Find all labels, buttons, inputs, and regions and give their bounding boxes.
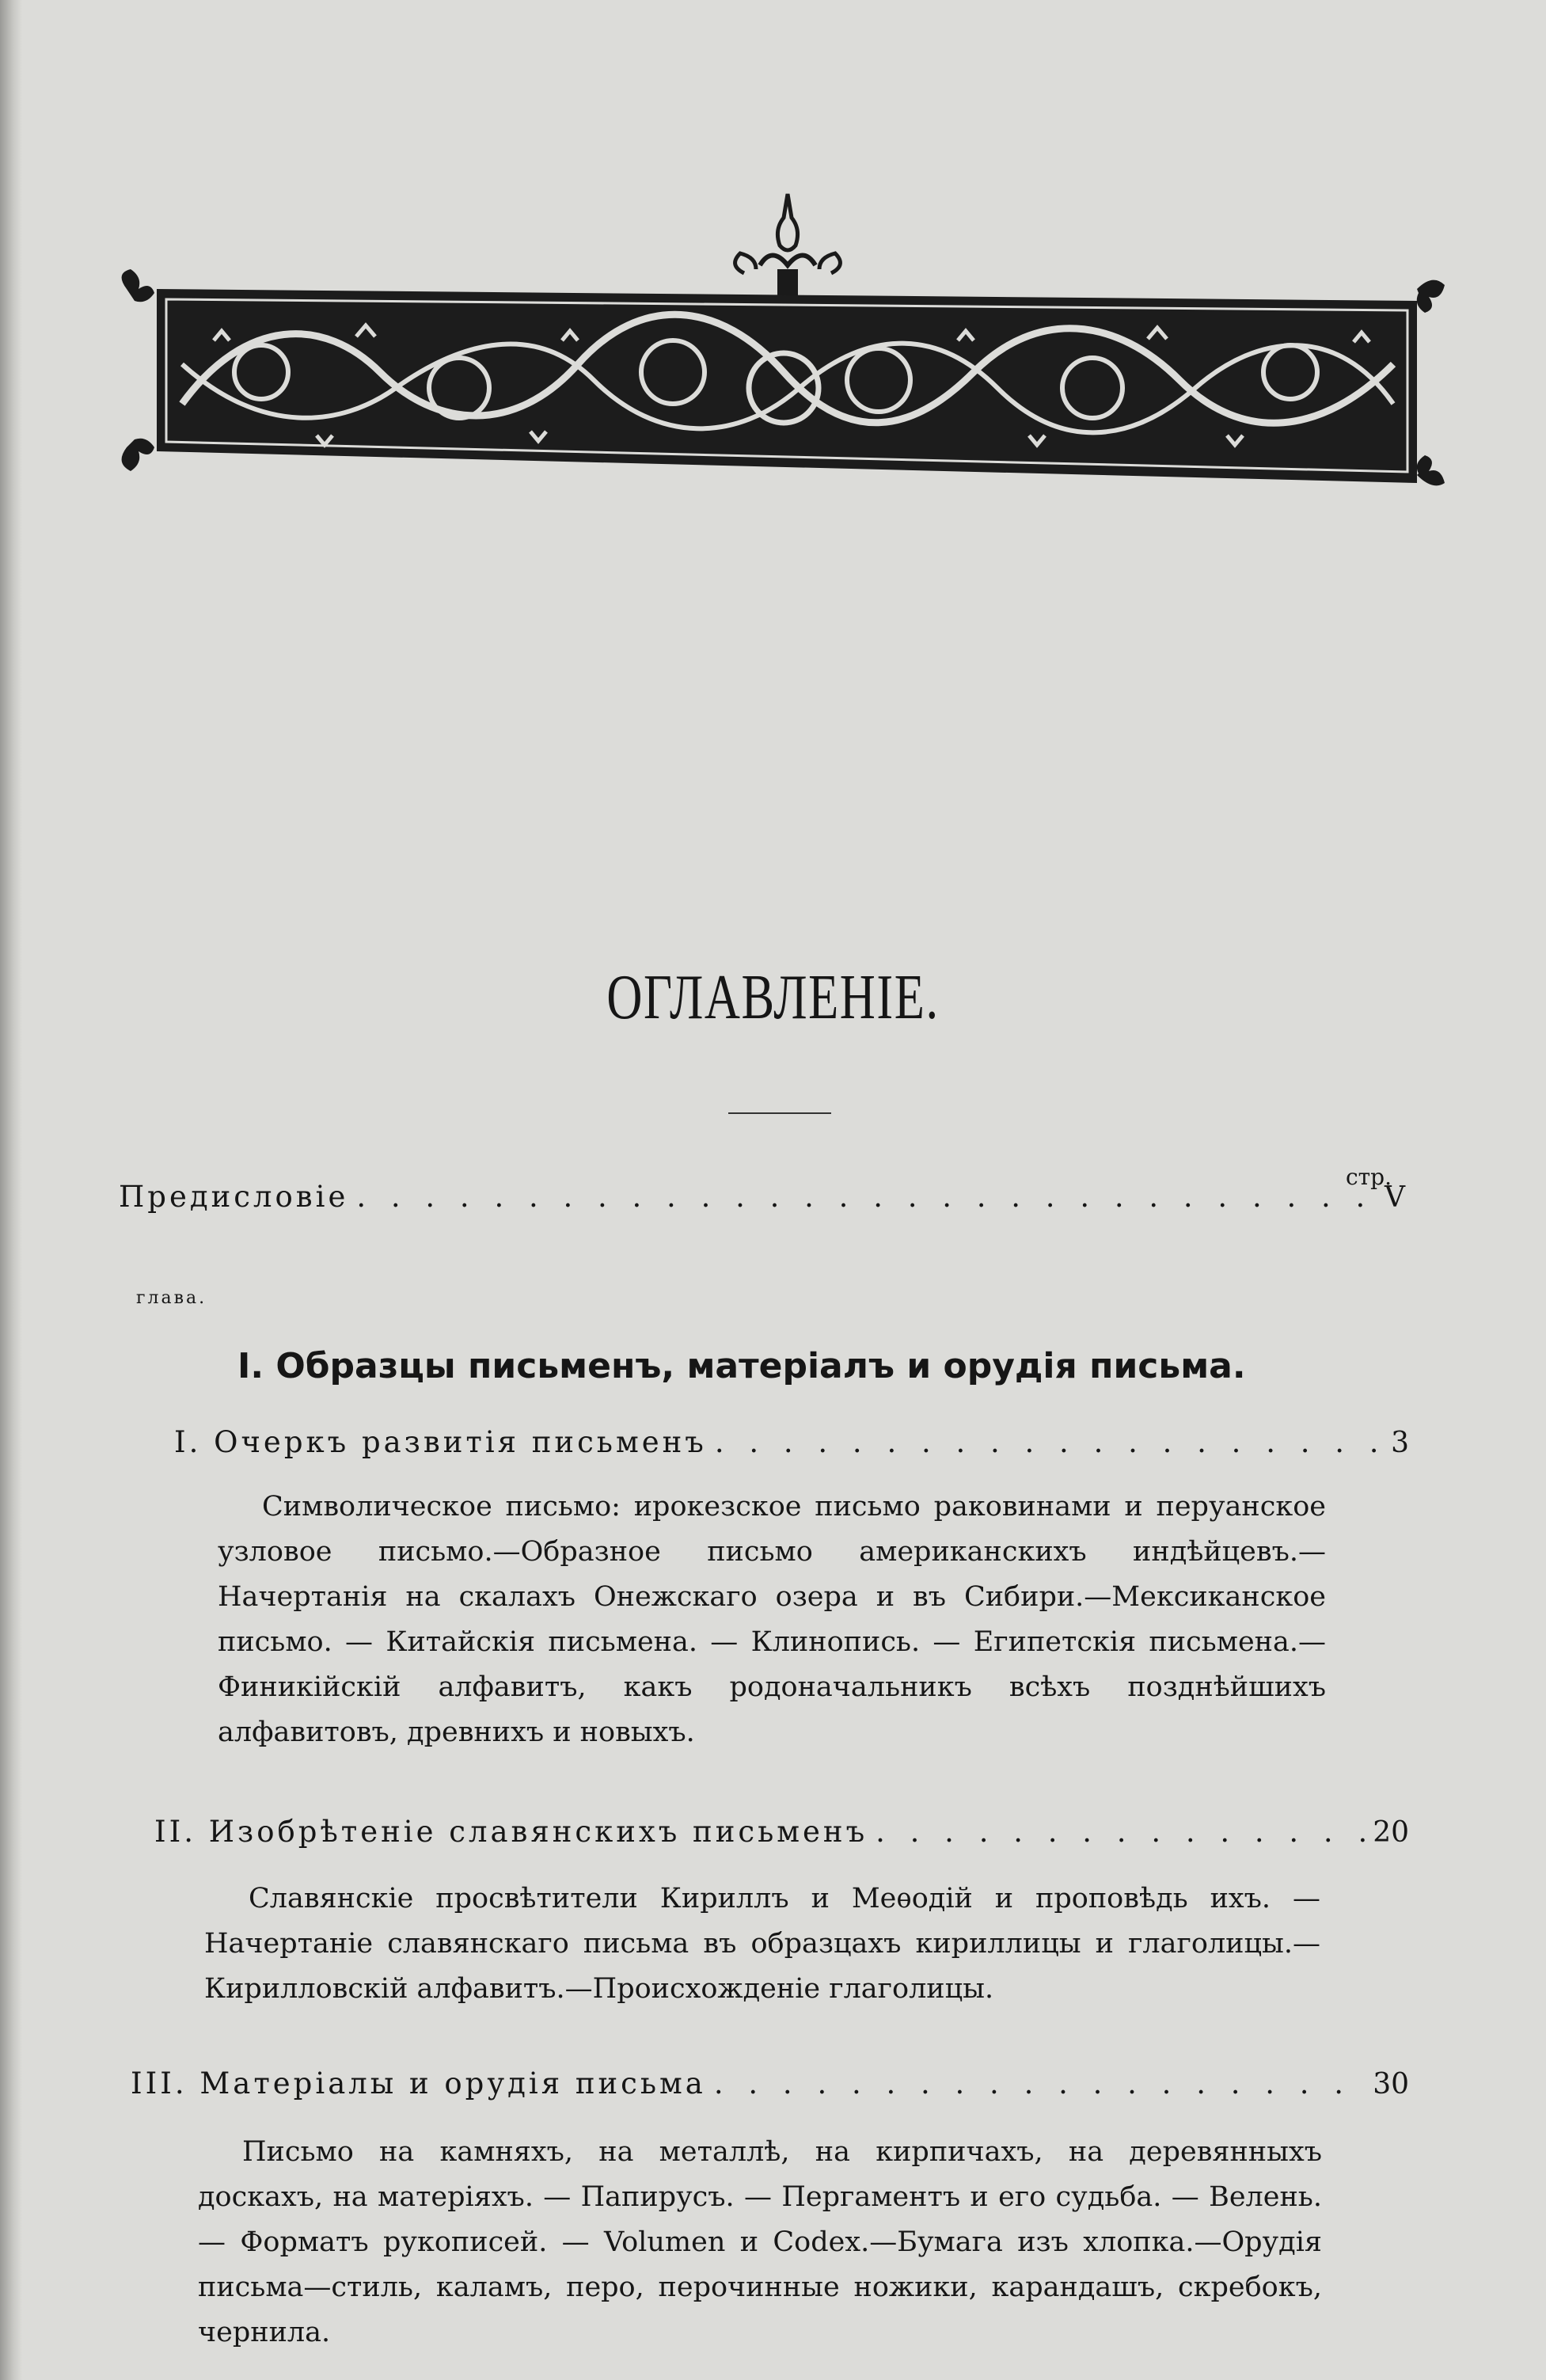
toc-entry-page: 30 [1373,2068,1409,2101]
section-3-description: Письмо на камняхъ, на металлѣ, на кирпичахъ, на деревянныхъ доскахъ, на матеріяхъ. — Папирусъ. — Пергаментъ и его судьба. — Велень. — Форматъ рукописей. — Volumen и Codex.—Бумага изъ хлопка.—Орудія письма—стиль, каламъ, перо, перочинные ножики, карандашъ, скребокъ, чернила. [198,2136,1322,2348]
toc-entry-page: V [1385,1181,1405,1214]
toc-entry-label: I. Очеркъ развитія письменъ [174,1425,707,1459]
ornamental-headpiece [119,269,1449,523]
toc-entry-section-3 [131,2066,1409,2101]
toc-entry-page: 20 [1373,1816,1409,1849]
leader-dots [715,1425,1383,1459]
leader-dots [714,2066,1365,2101]
toc-entry-preface [119,1180,1405,1214]
section-2-description: Славянскіе просвѣтители Кириллъ и Меѳодій и проповѣдь ихъ. — Начертаніе славянскаго письма въ образцахъ кириллицы и глаголицы.—Кирилловскій алфавитъ.—Происхожденіе глаголицы. [204,1883,1320,2005]
toc-entry-section-2 [154,1815,1409,1849]
toc-entry-page: 3 [1391,1427,1409,1459]
page-title: ОГЛАВЛЕНІЕ. [606,963,940,1032]
leader-dots [356,1180,1377,1214]
title-divider [728,1112,831,1114]
chapter-label: глава. [136,1288,207,1308]
toc-entry-label: III. Матеріалы и орудія письма [131,2066,706,2101]
page-binding-edge [0,0,22,2380]
leader-dots [876,1815,1365,1849]
toc-entry-label: Предисловіе [119,1180,349,1214]
chapter-heading: I. Образцы письменъ, матеріалъ и орудія письма. [237,1346,1246,1386]
toc-entry-label: II. Изобрѣтеніе славянскихъ письменъ [154,1815,868,1849]
page-column-label: стр. [1346,1164,1392,1190]
toc-entry-section-1 [174,1425,1409,1459]
section-1-description: Символическое письмо: ирокезское письмо раковинами и перуанское узловое письмо.—Образное письмо американскихъ индѣйцевъ.—Начертанія на скалахъ Онежскаго озера и въ Сибири.—Мексиканское письмо. — Китайскія письмена. — Клинопись. — Египетскія письмена.—Финикійскій алфавитъ, какъ родоначальникъ всѣхъ позднѣйшихъ алфавитовъ, древнихъ и новыхъ. [218,1491,1326,1748]
